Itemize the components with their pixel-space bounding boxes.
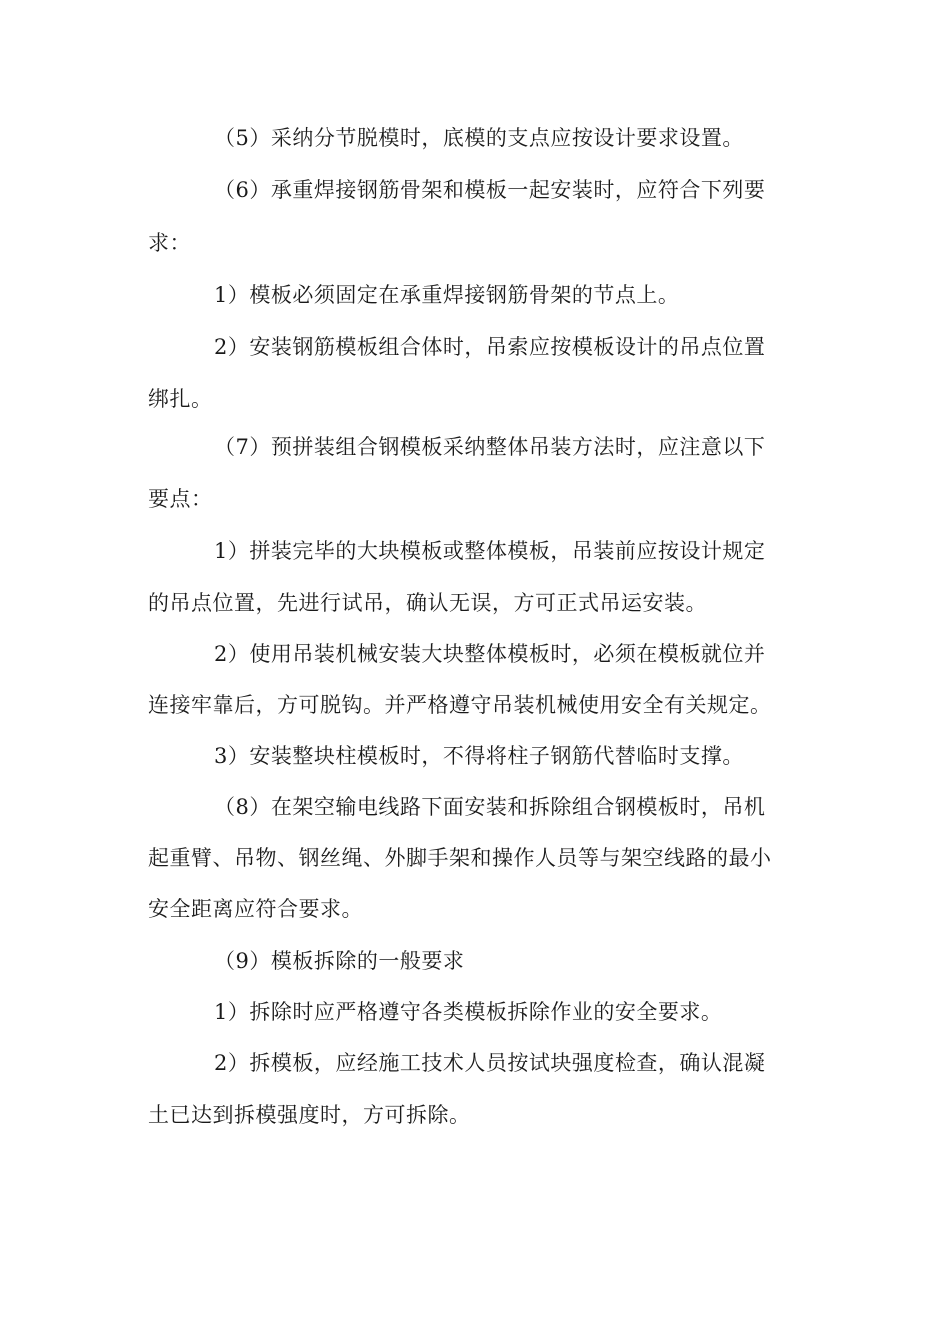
item-7-3-line-1: 3）安装整块柱模板时，不得将柱子钢筋代替临时支撑。	[214, 744, 744, 768]
item-7-2-line-1: 2）使用吊装机械安装大块整体模板时，必须在模板就位并	[214, 642, 766, 666]
paragraph-7-line-1: （7）预拼装组合钢模板采纳整体吊装方法时，应注意以下	[214, 435, 766, 459]
paragraph-6-line-1: （6）承重焊接钢筋骨架和模板一起安装时，应符合下列要	[214, 178, 766, 202]
item-6-2-line-2: 绑扎。	[148, 387, 213, 411]
paragraph-6-line-2: 求：	[148, 231, 191, 255]
paragraph-8-line-3: 安全距离应符合要求。	[148, 897, 363, 921]
item-7-1-line-1: 1）拼装完毕的大块模板或整体模板，吊装前应按设计规定	[214, 539, 766, 563]
paragraph-7-line-2: 要点：	[148, 487, 213, 511]
paragraph-8-line-1: （8）在架空输电线路下面安装和拆除组合钢模板时，吊机	[214, 795, 766, 819]
item-9-2-line-2: 土已达到拆模强度时，方可拆除。	[148, 1103, 471, 1127]
item-9-2-line-1: 2）拆模板，应经施工技术人员按试块强度检查，确认混凝	[214, 1051, 766, 1075]
item-6-2-line-1: 2）安装钢筋模板组合体时，吊索应按模板设计的吊点位置	[214, 335, 766, 359]
paragraph-5-line-1: （5）采纳分节脱模时，底模的支点应按设计要求设置。	[214, 126, 744, 150]
paragraph-9-heading: （9）模板拆除的一般要求	[214, 949, 465, 973]
item-7-2-line-2: 连接牢靠后，方可脱钩。并严格遵守吊装机械使用安全有关规定。	[148, 693, 772, 717]
item-9-1-line-1: 1）拆除时应严格遵守各类模板拆除作业的安全要求。	[214, 1000, 723, 1024]
paragraph-8-line-2: 起重臂、吊物、钢丝绳、外脚手架和操作人员等与架空线路的最小	[148, 846, 772, 870]
item-7-1-line-2: 的吊点位置，先进行试吊，确认无误，方可正式吊运安装。	[148, 591, 707, 615]
item-6-1-line-1: 1）模板必须固定在承重焊接钢筋骨架的节点上。	[214, 283, 680, 307]
